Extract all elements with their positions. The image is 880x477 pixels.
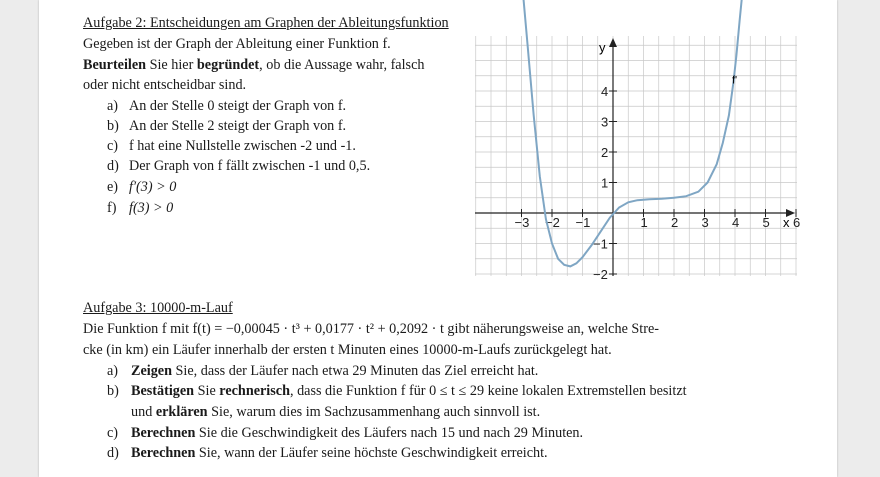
item-text: f hat eine Nullstelle zwischen -2 und -1. <box>129 138 356 154</box>
item-marker: c) <box>107 138 119 154</box>
x-tick-label: 6 <box>793 215 801 230</box>
item-marker: e) <box>107 179 119 195</box>
item-marker: a) <box>107 363 119 379</box>
task2-title: Aufgabe 2: Entscheidungen am Graphen der Ableitungsfunktion <box>83 15 449 31</box>
y-tick-label: −1 <box>593 236 608 252</box>
x-axis-label: x <box>783 215 790 230</box>
item-marker: b) <box>107 118 119 134</box>
y-axis-label: y <box>599 40 606 55</box>
item-keyword: rechnerisch <box>219 383 290 399</box>
task3-item-c <box>107 424 583 443</box>
graph-ticks <box>515 84 801 282</box>
x-tick-label: 4 <box>732 215 740 230</box>
x-tick-label: −2 <box>545 215 560 230</box>
item-text: Sie die Geschwindigkeit des Läufers nach 15 und nach 29 Minuten. <box>195 425 584 441</box>
x-tick-label: 2 <box>671 215 679 230</box>
task2-intro-line2 <box>83 56 424 75</box>
intro-rest-text: , ob die Aussage wahr, falsch <box>259 57 425 73</box>
item-keyword: Bestätigen <box>131 383 195 399</box>
item-text: Sie, warum dies im Sachzusammenhang auch sinnvoll ist. <box>207 404 541 420</box>
item-text: Sie, wann der Läufer seine höchste Geschwindigkeit erreicht. <box>195 445 548 461</box>
task3-intro-line2: cke (in km) ein Läufer innerhalb der ersten t Minuten eines 10000-m-Laufs zurückgelegt hat. <box>83 342 612 358</box>
item-text: Der Graph von f fällt zwischen -1 und 0,5. <box>129 158 371 174</box>
item-text: f′(3) > 0 <box>129 179 177 195</box>
item-marker: f) <box>107 200 117 216</box>
graph-grid <box>475 36 797 276</box>
item-marker: a) <box>107 98 119 114</box>
item-text: Sie, dass der Läufer nach etwa 29 Minuten das Ziel erreicht hat. <box>171 363 539 379</box>
task3-title: Aufgabe 3: 10000-m-Lauf <box>83 300 233 316</box>
task3-item-b <box>107 382 687 401</box>
task2-item-d <box>107 157 370 176</box>
x-tick-label: −1 <box>575 215 591 230</box>
task3-item-b-cont <box>107 403 540 422</box>
task3-item-d <box>107 444 548 463</box>
item-keyword: erklären <box>155 404 208 420</box>
y-axis-arrow <box>609 38 617 47</box>
item-marker: b) <box>107 383 119 399</box>
intro-mid-text: Sie hier <box>146 57 197 73</box>
curve-label-fprime: f' <box>731 74 738 87</box>
item-keyword: Berechnen <box>131 445 196 461</box>
y-tick-label: 1 <box>601 175 609 191</box>
x-tick-label: −3 <box>514 215 530 230</box>
y-tick-label: 3 <box>601 114 609 130</box>
task2-item-e <box>107 178 176 197</box>
task2-item-c <box>107 137 356 156</box>
task2-item-a <box>107 97 346 116</box>
item-text: An der Stelle 2 steigt der Graph von f. <box>129 118 347 134</box>
item-text: und <box>131 404 156 420</box>
y-tick-label: −2 <box>593 267 608 282</box>
item-keyword: Berechnen <box>131 425 196 441</box>
item-marker: d) <box>107 158 119 174</box>
x-tick-label: 1 <box>640 215 648 230</box>
keyword-beurteilen: Beurteilen <box>83 57 147 73</box>
task3-intro-line1: Die Funktion f mit f(t) = −0,00045 · t³ + 0,0177 · t² + 0,2092 · t gibt näherungsweise an, welche Stre- <box>83 321 659 337</box>
keyword-begruendet: begründet <box>196 57 260 73</box>
item-text: Sie <box>194 383 220 399</box>
y-tick-label: 4 <box>601 84 609 99</box>
task2-item-f <box>107 199 173 218</box>
document-page <box>39 0 837 477</box>
graph-axes <box>475 38 795 276</box>
item-text: An der Stelle 0 steigt der Graph von f. <box>129 98 347 114</box>
item-text: f(3) > 0 <box>129 200 174 216</box>
y-tick-label: 2 <box>601 145 609 160</box>
x-tick-label: 3 <box>701 215 709 230</box>
task3-item-a <box>107 362 538 381</box>
item-marker: c) <box>107 425 119 441</box>
task2-intro-line3: oder nicht entscheidbar sind. <box>83 77 247 93</box>
item-marker: d) <box>107 445 119 461</box>
task2-item-b <box>107 117 346 136</box>
item-keyword: Zeigen <box>131 363 172 379</box>
item-text: , dass die Funktion f für 0 ≤ t ≤ 29 keine lokalen Extremstellen besitzt <box>289 383 687 399</box>
task2-intro-line1: Gegeben ist der Graph der Ableitung einer Funktion f. <box>83 36 391 52</box>
derivative-graph <box>475 36 801 282</box>
x-tick-label: 5 <box>762 215 770 230</box>
